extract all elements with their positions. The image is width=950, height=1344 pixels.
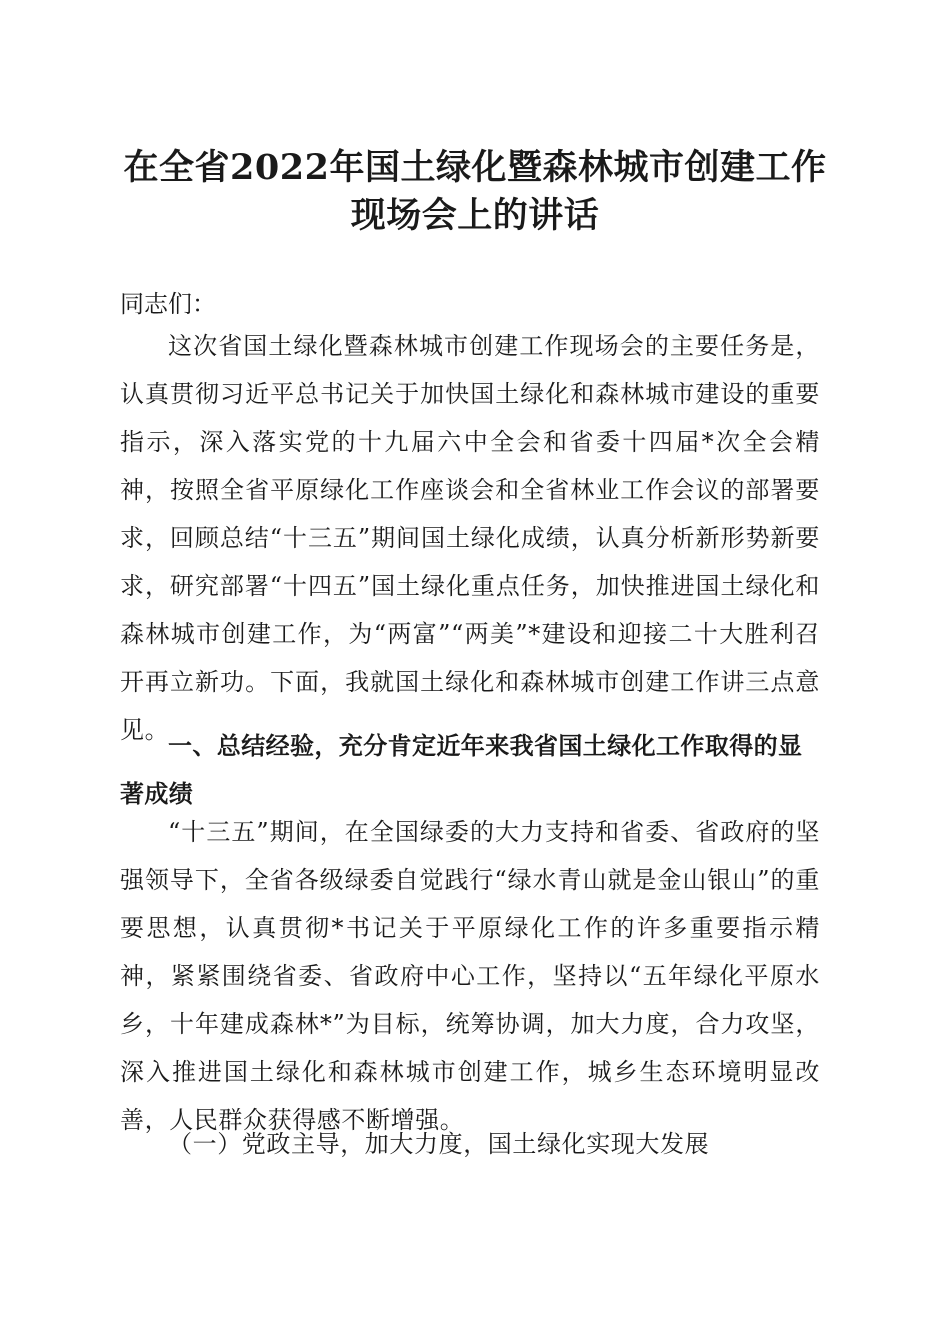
section-heading-1: 一、总结经验，充分肯定近年来我省国土绿化工作取得的显著成绩 bbox=[120, 732, 803, 808]
document-title-line-1: 在全省2022年国土绿化暨森林城市创建工作 bbox=[123, 147, 827, 188]
intro-paragraph: 这次省国土绿化暨森林城市创建工作现场会的主要任务是，认真贯彻习近平总书记关于加快国土绿化和森林城市建设的重要指示，深入落实党的十九届六中全会和省委十四届*次全会精神，按照全省平原绿化工作座谈会和全省林业工作会议的部署要求，回顾总结“十三五”期间国土绿化成绩，认真分析新形势新要求，研究部署“十四五”国土绿化重点任务，加快推进国土绿化和森林城市创建工作，为“两富”“两美”*建设和迎接二十大胜利召开再立新功。下面，我就国土绿化和森林城市创建工作讲三点意见。 bbox=[120, 332, 820, 744]
salutation: 同志们： bbox=[120, 290, 216, 318]
section-1-paragraph: “十三五”期间，在全国绿委的大力支持和省委、省政府的坚强领导下，全省各级绿委自觉践行“绿水青山就是金山银山”的重要思想，认真贯彻*书记关于平原绿化工作的许多重要指示精神，紧紧围绕省委、省政府中心工作，坚持以“五年绿化平原水乡，十年建成森林*”为目标，统筹协调，加大力度，合力攻坚，深入推进国土绿化和森林城市创建工作，城乡生态环境明显改善，人民群众获得感不断增强。 bbox=[120, 818, 820, 1134]
document-title-line-2: 现场会上的讲话 bbox=[350, 195, 600, 236]
subsection-heading-1: （一）党政主导，加大力度，国土绿化实现大发展 bbox=[168, 1130, 710, 1158]
